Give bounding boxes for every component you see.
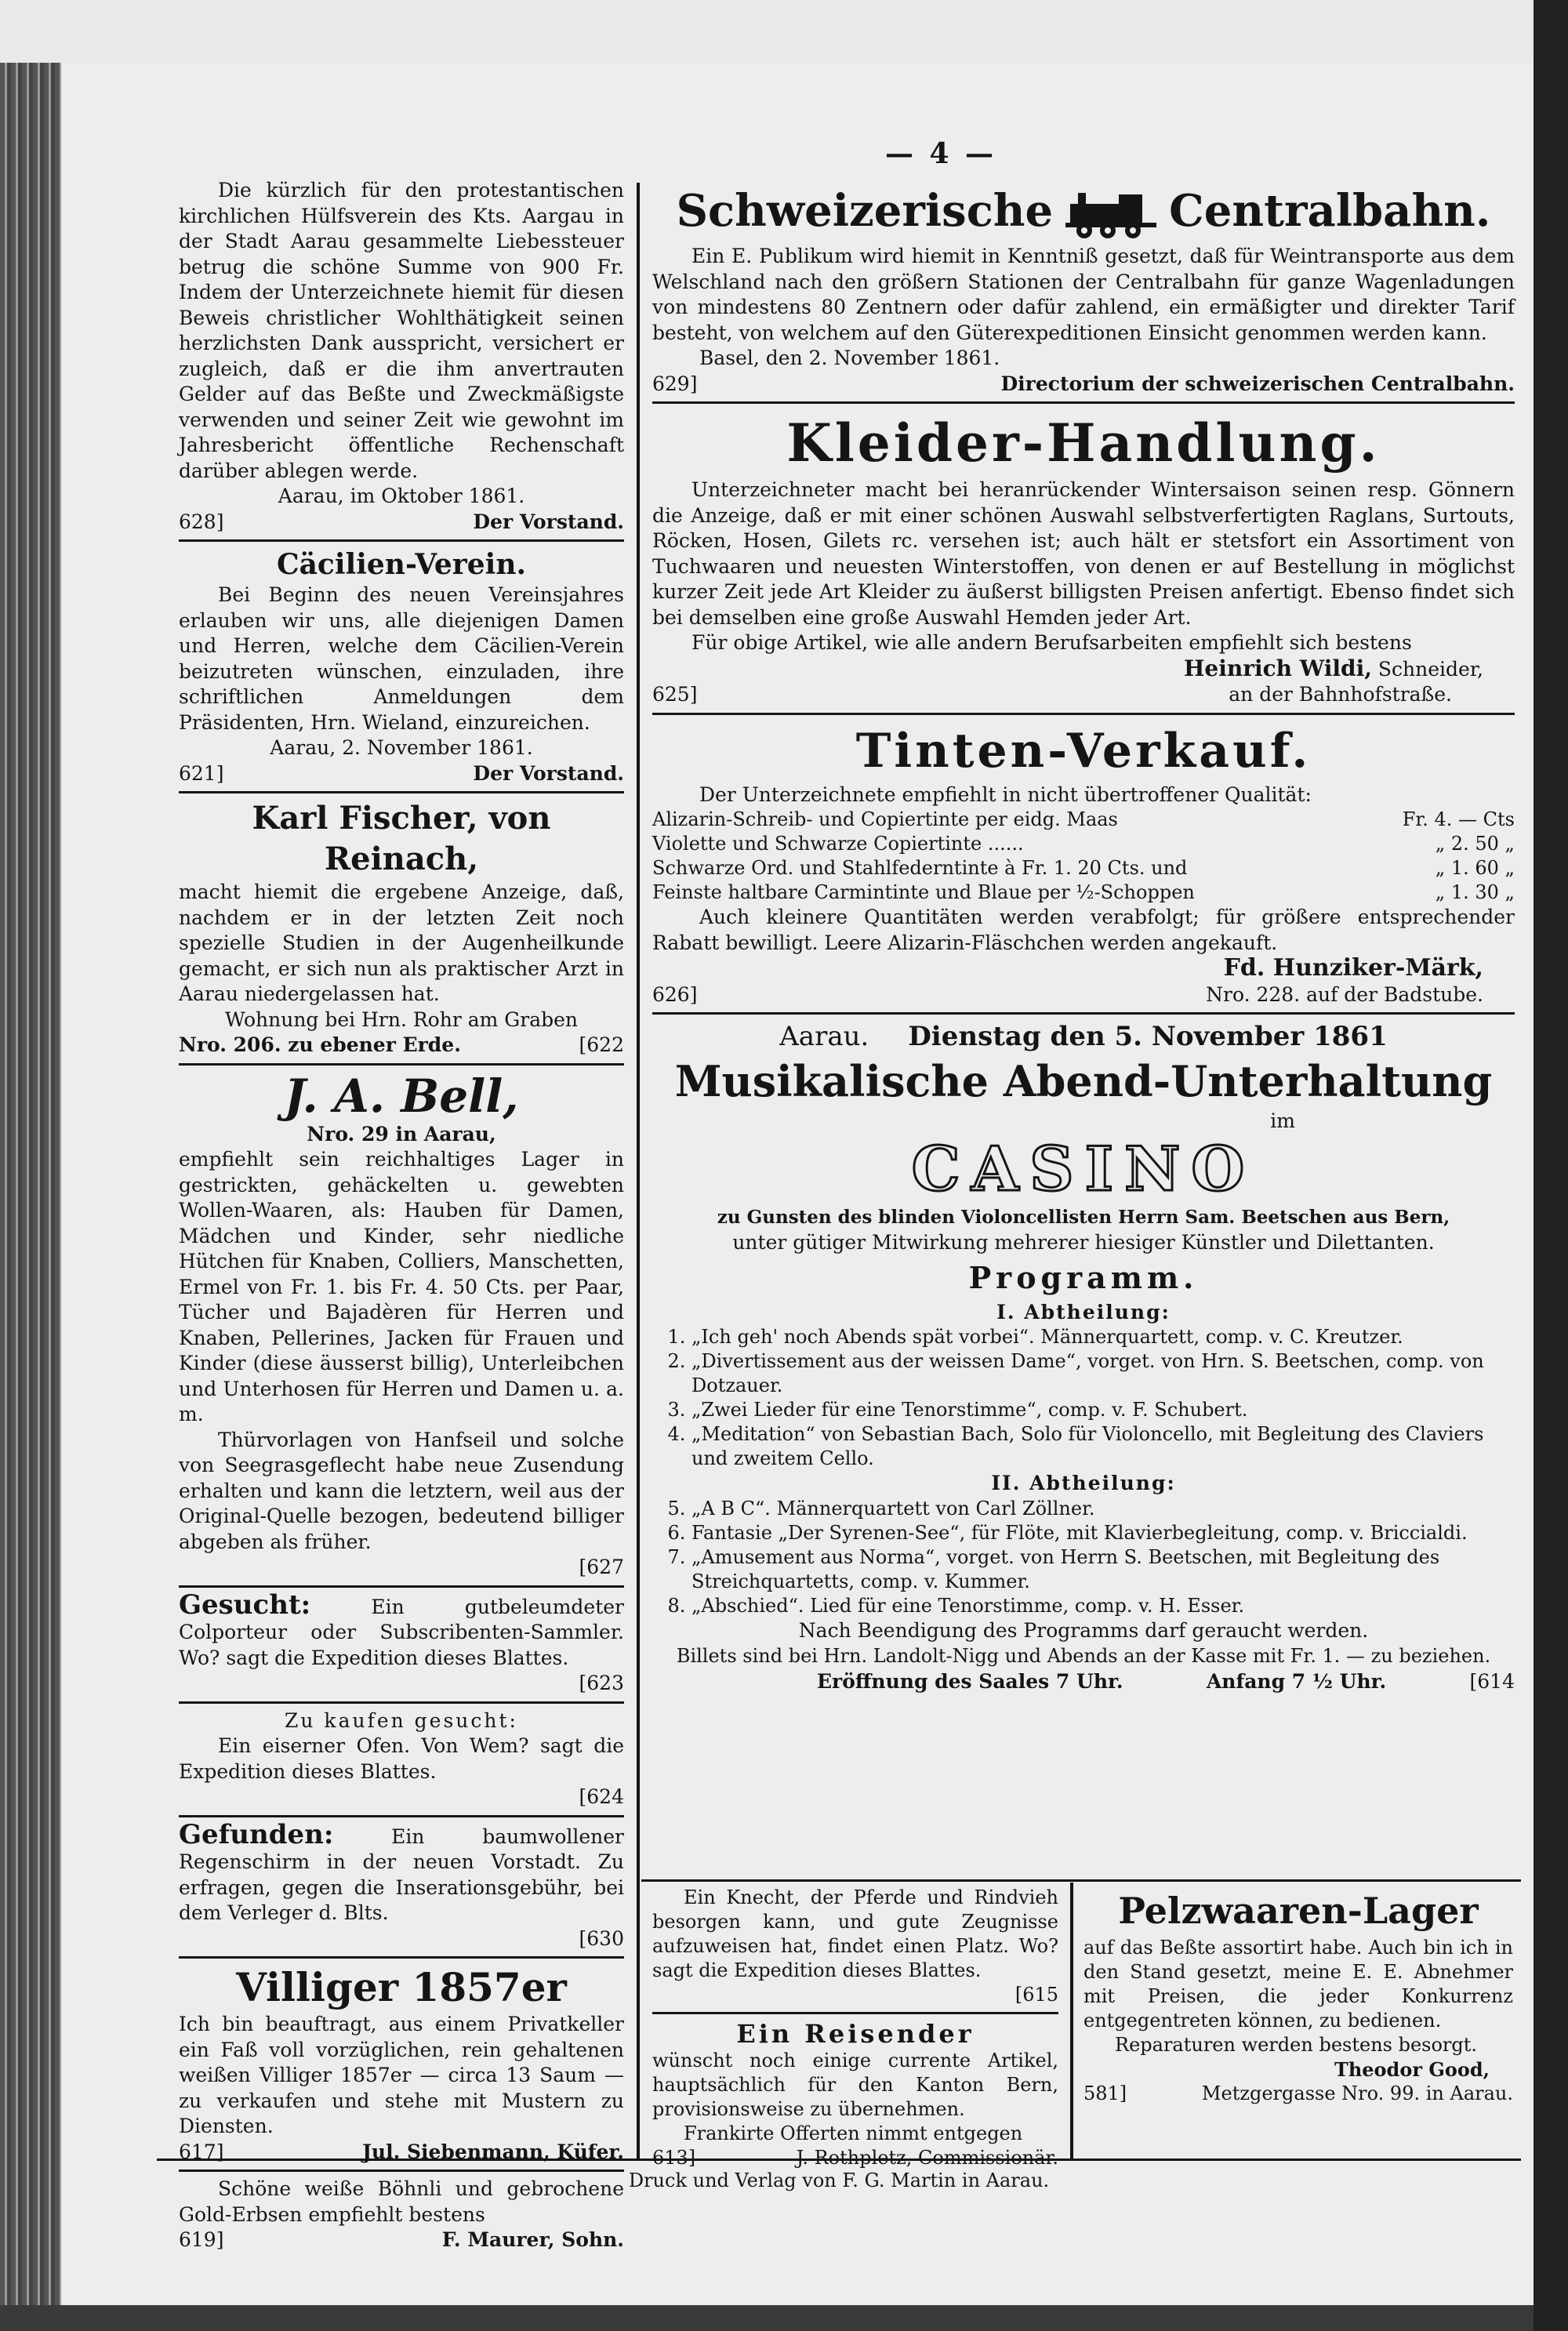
rule-right-lower xyxy=(641,1879,1521,1882)
ad-text: Ein eiserner Ofen. Von Wem? sagt die Expedition dieses Blattes. xyxy=(179,1734,624,1783)
program-item: 3. „Zwei Lieder für eine Tenorstimme“, comp. v. F. Schubert. xyxy=(691,1398,1515,1422)
ad-reisender xyxy=(652,2019,1058,2170)
ad-signature: F. Maurer, Sohn. xyxy=(441,2228,624,2251)
event-participants: unter gütiger Mitwirkung mehrerer hiesiger Künstler und Dilettanten. xyxy=(732,1231,1435,1254)
program-item: 6. Fantasie „Der Syrenen-See“, für Flöte, mit Klavierbegleitung, comp. v. Briccialdi. xyxy=(691,1521,1515,1545)
separator xyxy=(179,791,624,793)
ad-number: 617] xyxy=(179,2140,224,2163)
program-item: 8. „Abschied“. Lied für eine Tenorstimme, comp. v. H. Esser. xyxy=(691,1594,1515,1618)
price-row xyxy=(652,880,1515,905)
program-item: 7. „Amusement aus Norma“, vorget. von Herrn S. Beetschen, mit Begleitung des Streichquartetts, comp. v. Kummer. xyxy=(691,1545,1515,1594)
ad-signature-role: Schneider, xyxy=(1377,657,1483,681)
event-beneficiary: zu Gunsten des blinden Violoncellisten Herrn Sam. Beetschen aus Bern, xyxy=(717,1206,1450,1228)
event-im: im xyxy=(1270,1109,1295,1132)
ad-address-line: Nro. 206. zu ebener Erde. xyxy=(179,1033,461,1056)
separator xyxy=(179,539,624,542)
ad-number: [624 xyxy=(579,1785,624,1808)
ad-signature: Theodor Good, xyxy=(1334,2058,1490,2081)
price-value: Fr. 4. — Cts xyxy=(1402,808,1515,830)
ad-lead: Gefunden: xyxy=(179,1818,334,1850)
price-item: Schwarze Ord. und Stahlfederntinte à Fr. 1. 20 Cts. und xyxy=(652,857,1188,879)
ad-text: empfiehlt sein reichhaltiges Lager in gestrickten, gehäckelten u. gewebten Wollen-Waaren, als: Hauben für Damen, Mädchen und Kinder, sehr niedliche Hütchen für Knaben, Colliers, Manschetten, Ermel von Fr. 1. bis Fr. 4. 50 Cts. per Paar, Tücher und Bajadèren für Herren und Knaben, Pellerines, Jacken für Frauen und Kinder (diese äusserst billig), Unterleibchen und Unterhosen für Herren und Damen u. a. m. xyxy=(179,1148,624,1425)
event-open: Eröffnung des Saales 7 Uhr. xyxy=(817,1669,1123,1693)
price-row xyxy=(652,808,1515,832)
ad-pelzwaaren xyxy=(1083,1886,1513,2106)
ad-signature-address: Metzgergasse Nro. 99. in Aarau. xyxy=(1201,2082,1513,2104)
separator xyxy=(179,1063,624,1066)
ad-number: [622 xyxy=(579,1033,624,1056)
left-column xyxy=(179,178,624,2253)
ticket-note: Billets sind bei Hrn. Landolt-Nigg und Abends an der Kasse mit Fr. 1. — zu beziehen. xyxy=(676,1645,1491,1667)
ad-signature: Directorium der schweizerischen Centralbahn. xyxy=(1000,372,1515,395)
column-divider-lower xyxy=(1070,1883,1073,2159)
ad-number: [615 xyxy=(1014,1984,1058,2006)
title-right: Centralbahn. xyxy=(1169,185,1491,237)
ad-zu-kaufen xyxy=(179,1708,624,1810)
event-title: Musikalische Abend-Unterhaltung xyxy=(674,1056,1493,1106)
ad-number: [630 xyxy=(579,1926,624,1950)
ad-address: Wohnung bei Hrn. Rohr am Graben xyxy=(224,1008,579,1031)
separator xyxy=(179,1701,624,1704)
dateline-date: Dienstag den 5. November 1861 xyxy=(908,1021,1388,1052)
ad-gefunden xyxy=(179,1818,624,1952)
ad-title: J. A. Bell, xyxy=(284,1069,519,1123)
program-item: 4. „Meditation“ von Sebastian Bach, Solo für Violoncello, mit Begleitung des Claviers und zweitem Cello. xyxy=(691,1422,1515,1471)
ad-caecilien-verein xyxy=(179,546,624,786)
scan-right-edge xyxy=(1534,0,1568,2331)
ad-signature: Der Vorstand. xyxy=(473,761,624,785)
ad-number: 581] xyxy=(1083,2082,1127,2104)
separator xyxy=(652,713,1515,715)
program-list-1 xyxy=(652,1325,1515,1471)
program-note: Nach Beendigung des Programms darf geraucht werden. xyxy=(798,1618,1369,1642)
ad-tinten-verkauf xyxy=(652,720,1515,1008)
ad-signature: Jul. Siebenmann, Küfer. xyxy=(362,2140,624,2163)
ad-place: Aarau, 2. November 1861. xyxy=(270,736,533,759)
ad-hilfsverein xyxy=(179,178,624,535)
ad-signature: Heinrich Wildi, xyxy=(1183,655,1372,681)
ad-title: Pelzwaaren-Lager xyxy=(1118,1890,1479,1932)
ad-number: [614 xyxy=(1469,1669,1515,1693)
ad-karl-fischer xyxy=(179,798,624,1058)
ad-number: [623 xyxy=(579,1672,624,1694)
ad-text: Bei Beginn des neuen Vereinsjahres erlauben wir uns, alle diejenigen Damen und Herren, welche dem Cäcilien-Verein beizutreten wünschen, einzuladen, ihre schriftlichen Anmeldungen dem Präsidenten, Hrn. Wieland, einzureichen. xyxy=(179,583,624,734)
ad-text: macht hiemit die ergebene Anzeige, daß, nachdem er in der letzten Zeit noch spezielle Studien in der Augenheilkunde gemacht, er sich nun als praktischer Arzt in Aarau niedergelassen hat. xyxy=(179,880,624,1005)
ad-text: Die kürzlich für den protestantischen kirchlichen Hülfsverein des Kts. Aargau in der Stadt Aarau gesammelte Liebessteuer betrug die schöne Summe von 900 Fr. Indem der Unterzeichnete hiemit für diesen Beweis christlicher Wohlthätigkeit seinen herzlichsten Dank ausspricht, versichert er zugleich, daß er die ihm anvertrauten Gelder auf das Beßte und Zweckmäßigste verwenden und seiner Zeit wie gewohnt im Jahresbericht öffentliche Rechenschaft darüber ablegen werde. xyxy=(179,179,624,482)
ad-centralbahn xyxy=(652,178,1515,397)
imprint: Druck und Verlag von F. G. Martin in Aarau. xyxy=(628,2169,1050,2191)
ad-text: Ein gutbeleumdeter Colporteur oder Subscribenten-Sammler. Wo? sagt die Expedition dieses Blattes. xyxy=(179,1595,625,1669)
ad-text: Auch kleinere Quantitäten werden verabfolgt; für größere entsprechender Rabatt bewilligt. Leere Alizarin-Fläschchen werden angekauft. xyxy=(652,906,1515,954)
price-item: Feinste haltbare Carmintinte und Blaue per ½-Schoppen xyxy=(652,881,1195,903)
ad-text: Ein baumwollener Regenschirm in der neuen Vorstadt. Zu erfragen, gegen die Inserationsgebühr, bei dem Verleger d. Blts. xyxy=(179,1824,624,1924)
ad-lead: Gesucht: xyxy=(179,1588,311,1621)
ad-title: Cäcilien-Verein. xyxy=(276,548,527,581)
price-value: „ 1. 30 „ xyxy=(1435,881,1515,903)
ad-text-2: Thürvorlagen von Hanfseil und solche von Seegrasgeflecht habe neue Zusendung erhalten und kann die letztern, weil aus der Original-Quelle bezogen, bedeutend billiger abgeben als früher. xyxy=(179,1428,624,1553)
ad-title: Karl Fischer, von Reinach, xyxy=(252,800,551,877)
ad-text: Ein E. Publikum wird hiemit in Kenntniß gesetzt, daß für Weintransporte aus dem Welschland nach den größern Stationen der Centralbahn für ganze Wagenladungen von mindestens 80 Zentnern oder dafür zahlend, ein ermäßigter und direkter Tarif besteht, von welchem auf den Güterexpeditionen Einsicht genommen werden kann. xyxy=(652,245,1515,344)
binding-spine xyxy=(0,63,61,2305)
ad-text: wünscht noch einige currente Artikel, hauptsächlich für den Kanton Bern, provisionsweise zu übernehmen. xyxy=(652,2050,1058,2120)
ad-subtitle: Nro. 29 in Aarau, xyxy=(307,1122,496,1146)
ad-text: Ich bin beauftragt, aus einem Privatkeller ein Faß voll vorzüglichen, rein gehaltenen weißen Villiger 1857er — circa 13 Saum — zu verkaufen und stehe mit Mustern zu Diensten. xyxy=(179,2013,624,2137)
price-value: „ 1. 60 „ xyxy=(1435,857,1515,879)
ad-number: 621] xyxy=(179,761,224,785)
ad-text-2: Für obige Artikel, wie alle andern Berufsarbeiten empfiehlt sich bestens xyxy=(691,631,1412,654)
ad-bell xyxy=(179,1070,624,1581)
separator xyxy=(179,1585,624,1588)
program-part-2: II. Abtheilung: xyxy=(991,1472,1176,1494)
ad-intro: Der Unterzeichnete empfiehlt in nicht übertroffener Qualität: xyxy=(699,782,1312,806)
ad-place: Basel, den 2. November 1861. xyxy=(699,347,1000,369)
ad-signature: Der Vorstand. xyxy=(473,510,624,533)
ad-text: auf das Beßte assortirt habe. Auch bin ich in den Stand gesetzt, meine E. E. Abnehmer mit Preisen, die jeder Konkurrenz entgegentreten können, zu bedienen. xyxy=(1083,1937,1513,2031)
ad-signature: J. Rothpletz, Commissionär. xyxy=(796,2147,1058,2169)
price-list xyxy=(652,808,1515,905)
ad-text: Unterzeichneter macht bei heranrückender Wintersaison seinen resp. Gönnern die Anzeige, daß er mit einer schönen Auswahl selbstverfertigten Raglans, Surtouts, Röcken, Hosen, Gilets rc. versehen ist; auch hält er stetsfort ein Assortiment von Tuchwaaren und neuesten Winterstoffen, von denen er auf Bestellung in möglichst kurzer Zeit jede Art Kleider zu äußerst billigsten Preisen anfertigt. Ebenso findet sich bei demselben eine große Auswahl Hemden jeder Art. xyxy=(652,478,1515,629)
program-item: 5. „A B C“. Männerquartett von Carl Zöllner. xyxy=(691,1497,1515,1521)
lower-right-column xyxy=(1083,1886,1513,2106)
separator xyxy=(179,1956,624,1959)
lower-middle-column xyxy=(652,1886,1058,2170)
ad-number: 613] xyxy=(652,2147,696,2169)
ad-signature-address: an der Bahnhofstraße. xyxy=(1229,683,1452,706)
column-divider xyxy=(637,183,640,2159)
separator xyxy=(179,1815,624,1817)
event-venue: CASINO xyxy=(911,1133,1256,1205)
separator xyxy=(652,2012,1058,2014)
dateline xyxy=(652,1019,1515,1054)
ad-number: 619] xyxy=(179,2228,224,2251)
page-number: — 4 — xyxy=(884,137,997,170)
program-item: 2. „Divertissement aus der weissen Dame“, vorget. von Hrn. S. Beetschen, comp. von Dotzauer. xyxy=(691,1349,1515,1398)
ad-casino-concert xyxy=(652,1019,1515,1694)
ad-text-2: Reparaturen werden bestens besorgt. xyxy=(1115,2034,1478,2056)
separator xyxy=(652,1012,1515,1015)
locomotive-icon xyxy=(1064,188,1158,240)
ad-villiger xyxy=(179,1963,624,2165)
ad-number: 629] xyxy=(652,372,698,395)
program-part-1: I. Abtheilung: xyxy=(996,1300,1171,1323)
title-left: Schweizerische xyxy=(676,185,1054,237)
price-item: Violette und Schwarze Copiertinte ...... xyxy=(652,833,1024,855)
ad-signature-address: Nro. 228. auf der Badstube. xyxy=(1206,982,1483,1006)
dateline-place: Aarau. xyxy=(779,1021,869,1052)
program-item: 1. „Ich geh' noch Abends spät vorbei“. Männerquartett, comp. v. C. Kreutzer. xyxy=(691,1325,1515,1349)
separator xyxy=(652,401,1515,404)
ad-knecht xyxy=(652,1886,1058,2007)
ad-text: Schöne weiße Böhnli und gebrochene Gold-Erbsen empfiehlt bestens xyxy=(179,2177,624,2226)
ad-text-2: Frankirte Offerten nimmt entgegen xyxy=(684,2122,1023,2144)
event-start: Anfang 7 ½ Uhr. xyxy=(1206,1669,1387,1693)
ad-title: Zu kaufen gesucht: xyxy=(285,1708,518,1732)
price-row xyxy=(652,832,1515,856)
ad-gesucht xyxy=(179,1588,625,1697)
ad-title: Kleider-Handlung. xyxy=(786,412,1381,474)
event-times xyxy=(652,1669,1515,1695)
ad-title: Ein Reisender xyxy=(736,2019,975,2049)
newspaper-page xyxy=(157,137,1521,2251)
scan-top-margin xyxy=(0,0,1568,63)
ad-number: 625] xyxy=(652,683,698,706)
price-item: Alizarin-Schreib- und Copiertinte per eidg. Maas xyxy=(652,808,1118,830)
price-value: „ 2. 50 „ xyxy=(1435,833,1515,855)
ad-place: Aarau, im Oktober 1861. xyxy=(278,485,525,507)
price-row xyxy=(652,856,1515,880)
ad-title xyxy=(652,178,1515,244)
ad-title: Villiger 1857er xyxy=(236,1964,567,2010)
program-title: Programm. xyxy=(968,1259,1199,1295)
ad-kleider-handlung xyxy=(652,408,1515,708)
ad-number: [627 xyxy=(579,1556,624,1578)
ad-signature: Fd. Hunziker-Märk, xyxy=(1223,954,1483,982)
program-list-2 xyxy=(652,1497,1515,1618)
ad-text: Ein Knecht, der Pferde und Rindvieh besorgen kann, und gute Zeugnisse aufzuweisen hat, findet einen Platz. Wo? sagt die Expedition dieses Blattes. xyxy=(652,1886,1058,1981)
ad-number: 626] xyxy=(652,982,698,1006)
ad-title: Tinten-Verkauf. xyxy=(855,723,1312,779)
right-column xyxy=(652,178,1515,1694)
ad-number: 628] xyxy=(179,510,224,533)
